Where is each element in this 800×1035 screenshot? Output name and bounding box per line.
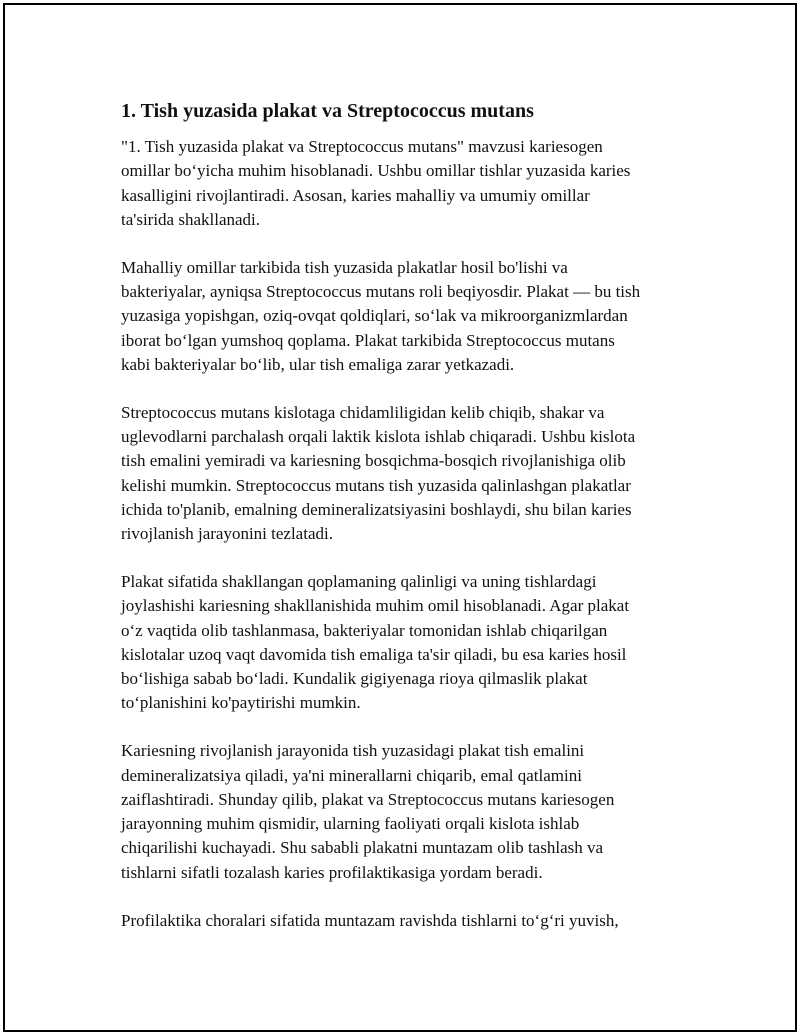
text-line: bakteriyalar, ayniqsa Streptococcus mutans roli beqiyosdir. Plakat — bu tish (121, 281, 641, 301)
text-line: "1. Tish yuzasida plakat va Streptococcus mutans" mavzusi kariesogen (121, 137, 603, 156)
document-title: 1. Tish yuzasida plakat va Streptococcus mutans (121, 100, 534, 122)
text-line: kabi bakteriyalar bo‘lib, ular tish emaliga zarar yetkazadi. (121, 354, 515, 374)
text-line: Kariesning rivojlanish jarayonida tish yuzasidagi plakat tish emalini (121, 741, 585, 761)
text-line: ichida to'planib, emalning demineralizatsiyasini boshlaydi, shu bilan karies (121, 499, 632, 519)
paragraph-6 (121, 909, 691, 933)
text-line: bo‘lishiga sabab bo‘ladi. Kundalik gigiyenaga rioya qilmaslik plakat (121, 669, 588, 689)
paragraph-1 (121, 135, 691, 232)
text-line: chiqarilishi kuchayadi. Shu sababli plakatni muntazam olib tashlash va (121, 838, 604, 858)
text-line: to‘planishini ko'paytirishi mumkin. (121, 693, 361, 713)
text-line: Plakat sifatida shakllangan qoplamaning qalinligi va uning tishlardagi (121, 571, 597, 591)
text-line: tish emalini yemiradi va kariesning bosqichma-bosqich rivojlanishiga olib (121, 451, 626, 471)
text-line: Mahalliy omillar tarkibida tish yuzasida plakatlar hosil bo'lishi va (121, 257, 568, 277)
text-line: jarayonning muhim qismidir, ularning faoliyati orqali kislota ishlab (121, 814, 580, 834)
text-line: kislotalar uzoq vaqt davomida tish emaliga ta'sir qiladi, bu esa karies hosil (121, 644, 627, 664)
text-line: joylashishi kariesning shakllanishida muhim omil hisoblanadi. Agar plakat (121, 596, 630, 616)
text-line: kelishi mumkin. Streptococcus mutans tish yuzasida qalinlashgan plakatlar (121, 475, 631, 495)
page-frame (3, 3, 797, 1032)
text-line: zaiflashtiradi. Shunday qilib, plakat va Streptococcus mutans kariesogen (121, 789, 615, 809)
text-line: rivojlanish jarayonini tezlatadi. (121, 524, 333, 544)
paragraph-3 (121, 401, 691, 547)
text-line: Streptococcus mutans kislotaga chidamliligidan kelib chiqib, shakar va (121, 402, 605, 422)
text-line: omillar bo‘yicha muhim hisoblanadi. Ushbu omillar tishlar yuzasida karies (121, 161, 631, 181)
text-line: uglevodlarni parchalash orqali laktik kislota ishlab chiqaradi. Ushbu kislota (121, 426, 636, 446)
text-line: kasalligini rivojlantiradi. Asosan, karies mahalliy va umumiy omillar (121, 185, 590, 205)
paragraph-2 (121, 256, 691, 377)
text-line: demineralizatsiya qiladi, ya'ni minerallarni chiqarib, emal qatlamini (121, 765, 582, 785)
text-line: o‘z vaqtida olib tashlanmasa, bakteriyalar tomonidan ishlab chiqarilgan (121, 620, 608, 640)
text-line: ta'sirida shakllanadi. (121, 209, 261, 229)
paragraph-5 (121, 739, 691, 885)
text-line: iborat bo‘lgan yumshoq qoplama. Plakat tarkibida Streptococcus mutans (121, 330, 615, 350)
text-line: tishlarni sifatli tozalash karies profilaktikasiga yordam beradi. (121, 862, 543, 882)
paragraph-4 (121, 570, 691, 716)
document-body (121, 99, 691, 956)
text-line: yuzasiga yopishgan, oziq-ovqat qoldiqlari, so‘lak va mikroorganizmlardan (121, 306, 628, 326)
text-line: Profilaktika choralari sifatida muntazam ravishda tishlarni to‘g‘ri yuvish, (121, 910, 619, 930)
